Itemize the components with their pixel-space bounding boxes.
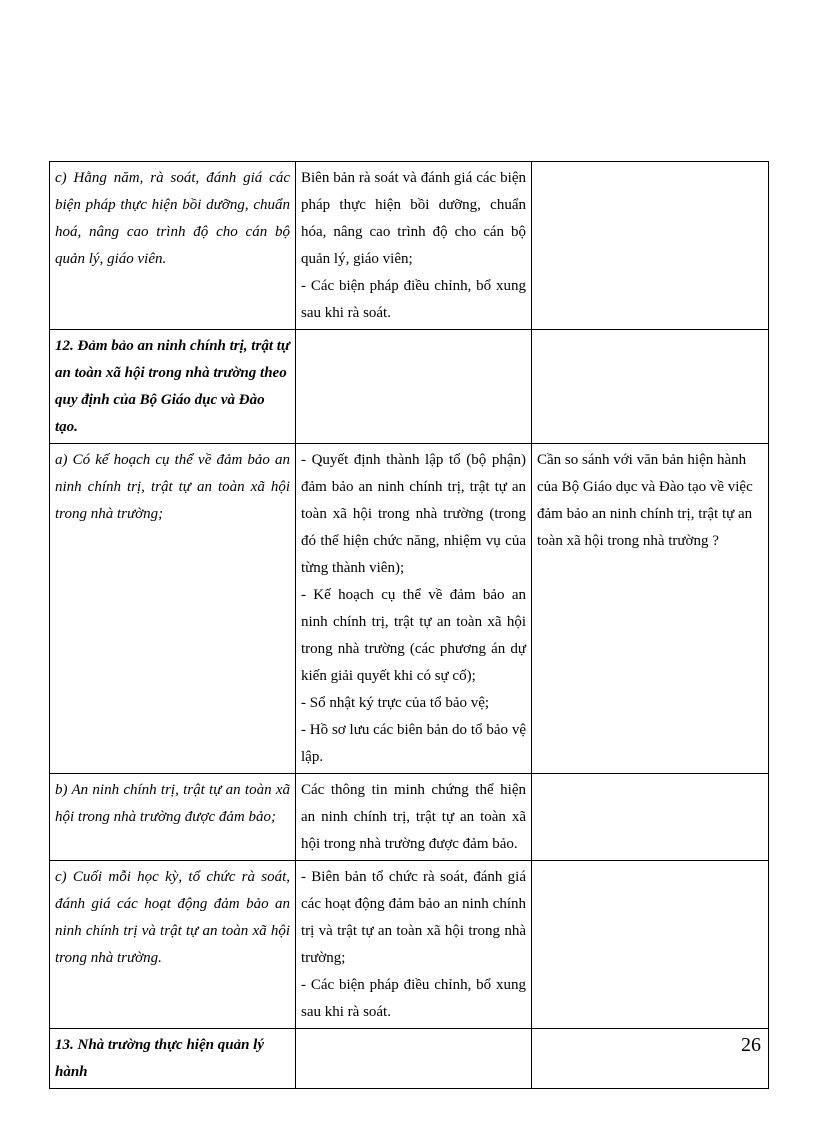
evidence-cell — [296, 162, 532, 330]
empty-cell — [296, 330, 532, 444]
note-cell: Cần so sánh với văn bản hiện hành của Bộ Giáo dục và Đào tạo về việc đảm bảo an ninh chính trị, trật tự an toàn xã hội trong nhà trường ? — [532, 444, 769, 774]
empty-cell — [296, 1029, 532, 1089]
evidence-line: - Hồ sơ lưu các biên bản do tổ bảo vệ lập. — [301, 722, 526, 765]
criterion-cell: b) An ninh chính trị, trật tự an toàn xã hội trong nhà trường được đảm bảo; — [50, 774, 296, 861]
evidence-cell — [296, 774, 532, 861]
note-cell — [532, 774, 769, 861]
evidence-table — [49, 161, 769, 1089]
section-row — [50, 1029, 769, 1089]
evidence-line: - Các biện pháp điều chỉnh, bổ xung sau khi rà soát. — [301, 278, 526, 321]
note-cell — [532, 861, 769, 1029]
evidence-cell — [296, 861, 532, 1029]
evidence-line: - Kế hoạch cụ thể về đảm bảo an ninh chính trị, trật tự an toàn xã hội trong nhà trường (các phương án dự kiến giải quyết khi có sự cố); — [301, 587, 526, 684]
evidence-line: Biên bản rà soát và đánh giá các biện pháp thực hiện bồi dưỡng, chuẩn hóa, nâng cao trình độ cho cán bộ quản lý, giáo viên; — [301, 170, 526, 267]
evidence-line: - Sổ nhật ký trực của tổ bảo vệ; — [301, 695, 490, 711]
evidence-line: - Các biện pháp điều chỉnh, bổ xung sau khi rà soát. — [301, 977, 526, 1020]
section-heading: 12. Đảm bảo an ninh chính trị, trật tự an toàn xã hội trong nhà trường theo quy định của Bộ Giáo dục và Đào tạo. — [50, 330, 296, 444]
empty-cell — [532, 1029, 769, 1089]
evidence-line: Các thông tin minh chứng thể hiện an ninh chính trị, trật tự an toàn xã hội trong nhà trường được đảm bảo. — [301, 782, 526, 852]
criterion-cell: c) Cuối mỗi học kỳ, tổ chức rà soát, đánh giá các hoạt động đảm bảo an ninh chính trị và trật tự an toàn xã hội trong nhà trường. — [50, 861, 296, 1029]
table-row — [50, 444, 769, 774]
criterion-cell: c) Hằng năm, rà soát, đánh giá các biện pháp thực hiện bồi dưỡng, chuẩn hoá, nâng cao trình độ cho cán bộ quản lý, giáo viên. — [50, 162, 296, 330]
table-row — [50, 861, 769, 1029]
criterion-cell: a) Có kế hoạch cụ thể về đảm bảo an ninh chính trị, trật tự an toàn xã hội trong nhà trường; — [50, 444, 296, 774]
evidence-line: - Quyết định thành lập tổ (bộ phận) đảm bảo an ninh chính trị, trật tự an toàn xã hội trong nhà trường (trong đó thể hiện chức năng, nhiệm vụ của từng thành viên); — [301, 452, 526, 576]
evidence-cell — [296, 444, 532, 774]
empty-cell — [532, 330, 769, 444]
page-number: 26 — [741, 1034, 761, 1056]
section-row — [50, 330, 769, 444]
table-row — [50, 162, 769, 330]
section-heading: 13. Nhà trường thực hiện quản lý hành — [50, 1029, 296, 1089]
table-row — [50, 774, 769, 861]
note-cell — [532, 162, 769, 330]
evidence-line: - Biên bản tổ chức rà soát, đánh giá các hoạt động đảm bảo an ninh chính trị và trật tự an toàn xã hội trong nhà trường; — [301, 869, 526, 966]
